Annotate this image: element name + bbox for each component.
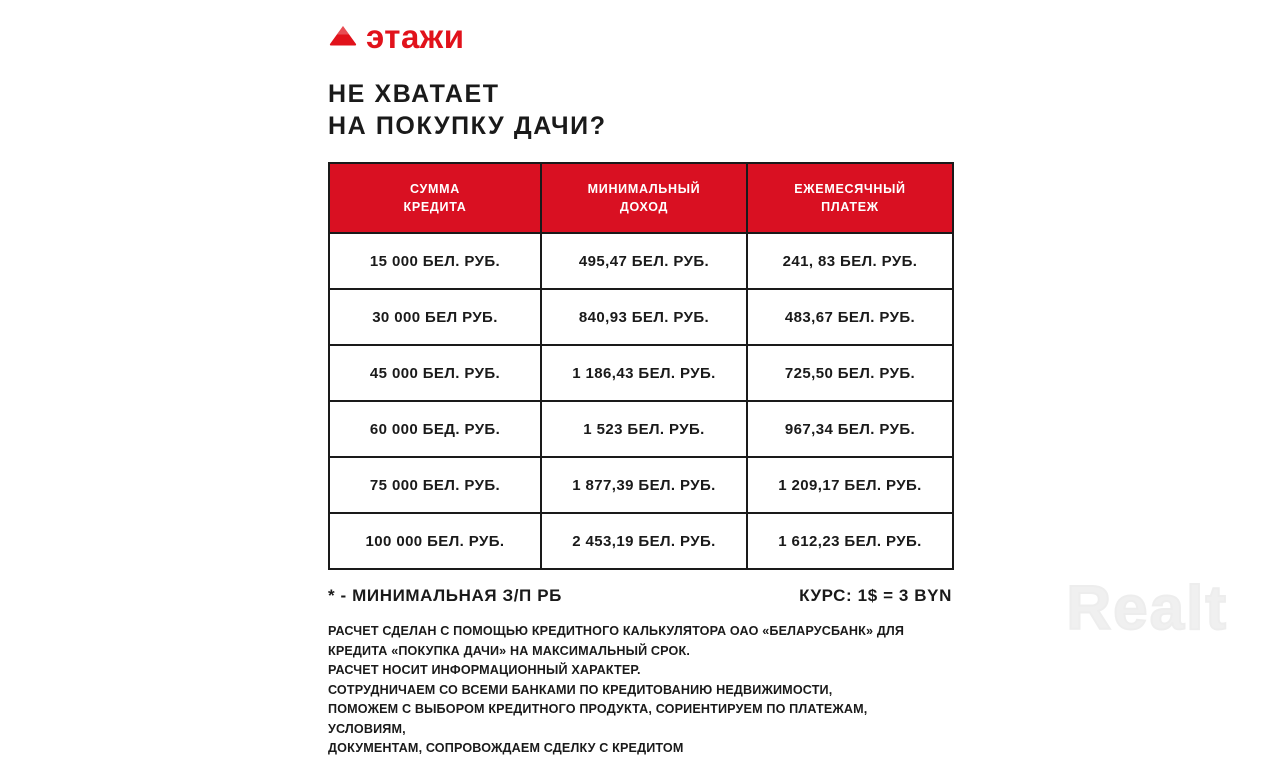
table-row — [329, 289, 953, 345]
cell-credit-sum: 100 000 БЕЛ. РУБ. — [329, 513, 541, 569]
table-row — [329, 233, 953, 289]
table-row — [329, 401, 953, 457]
footnote-row — [328, 586, 952, 606]
disclaimer-line-5: ПОМОЖЕМ С ВЫБОРОМ КРЕДИТНОГО ПРОДУКТА, СОРИЕНТИРУЕМ ПО ПЛАТЕЖАМ, — [328, 702, 868, 717]
column-header-min-income-line2: ДОХОД — [619, 200, 669, 215]
column-header-monthly-payment-line1: ЕЖЕМЕСЯЧНЫЙ — [794, 182, 906, 196]
cell-monthly-payment: 1 612,23 БЕЛ. РУБ. — [747, 513, 953, 569]
column-header-min-income — [541, 163, 747, 233]
footnote-min-salary: * - МИНИМАЛЬНАЯ З/П РБ — [328, 586, 562, 606]
house-roof-icon — [328, 23, 358, 49]
disclaimer-line-4: СОТРУДНИЧАЕМ СО ВСЕМИ БАНКАМИ ПО КРЕДИТОВАНИЮ НЕДВИЖИМОСТИ, — [328, 682, 833, 697]
cell-min-income: 840,93 БЕЛ. РУБ. — [541, 289, 747, 345]
cell-min-income: 495,47 БЕЛ. РУБ. — [541, 233, 747, 289]
table-row — [329, 513, 953, 569]
disclaimer-text — [328, 622, 952, 759]
cell-monthly-payment: 967,34 БЕЛ. РУБ. — [747, 401, 953, 457]
cell-credit-sum: 60 000 БЕД. РУБ. — [329, 401, 541, 457]
page-title — [328, 78, 952, 142]
cell-credit-sum: 15 000 БЕЛ. РУБ. — [329, 233, 541, 289]
footnote-exchange-rate: КУРС: 1$ = 3 BYN — [799, 586, 952, 606]
watermark: Realt — [1066, 574, 1228, 643]
column-header-credit-sum-line2: КРЕДИТА — [403, 200, 467, 215]
cell-credit-sum: 45 000 БЕЛ. РУБ. — [329, 345, 541, 401]
table-body — [329, 233, 953, 569]
cell-monthly-payment: 483,67 БЕЛ. РУБ. — [747, 289, 953, 345]
table-header-row — [329, 163, 953, 233]
disclaimer-line-3: РАСЧЕТ НОСИТ ИНФОРМАЦИОННЫЙ ХАРАКТЕР. — [328, 663, 641, 678]
cell-monthly-payment: 725,50 БЕЛ. РУБ. — [747, 345, 953, 401]
cell-credit-sum: 30 000 БЕЛ РУБ. — [329, 289, 541, 345]
brand-logo[interactable] — [328, 0, 952, 56]
column-header-monthly-payment — [747, 163, 953, 233]
brand-logo-text: этажи — [366, 17, 465, 55]
table-header — [329, 163, 953, 233]
table-row — [329, 457, 953, 513]
cell-credit-sum: 75 000 БЕЛ. РУБ. — [329, 457, 541, 513]
disclaimer-line-7: ДОКУМЕНТАМ, СОПРОВОЖДАЕМ СДЕЛКУ С КРЕДИТОМ — [328, 741, 684, 756]
disclaimer-line-1: РАСЧЕТ СДЕЛАН С ПОМОЩЬЮ КРЕДИТНОГО КАЛЬКУЛЯТОРА ОАО «БЕЛАРУСБАНК» ДЛЯ — [328, 624, 905, 639]
cell-monthly-payment: 241, 83 БЕЛ. РУБ. — [747, 233, 953, 289]
page-title-line-1: НЕ ХВАТАЕТ — [328, 80, 500, 108]
cell-min-income: 1 186,43 БЕЛ. РУБ. — [541, 345, 747, 401]
page-title-line-2: НА ПОКУПКУ ДАЧИ? — [328, 112, 607, 140]
table-row — [329, 345, 953, 401]
column-header-credit-sum-line1: СУММА — [410, 182, 460, 196]
column-header-credit-sum — [329, 163, 541, 233]
column-header-min-income-line1: МИНИМАЛЬНЫЙ — [587, 182, 701, 196]
cell-monthly-payment: 1 209,17 БЕЛ. РУБ. — [747, 457, 953, 513]
credit-table — [328, 162, 954, 570]
disclaimer-line-6: УСЛОВИЯМ, — [328, 721, 406, 736]
cell-min-income: 1 523 БЕЛ. РУБ. — [541, 401, 747, 457]
content-column — [328, 0, 952, 759]
cell-min-income: 1 877,39 БЕЛ. РУБ. — [541, 457, 747, 513]
column-header-monthly-payment-line2: ПЛАТЕЖ — [821, 200, 879, 215]
cell-min-income: 2 453,19 БЕЛ. РУБ. — [541, 513, 747, 569]
disclaimer-line-2: КРЕДИТА «ПОКУПКА ДАЧИ» НА МАКСИМАЛЬНЫЙ СРОК. — [328, 643, 690, 658]
